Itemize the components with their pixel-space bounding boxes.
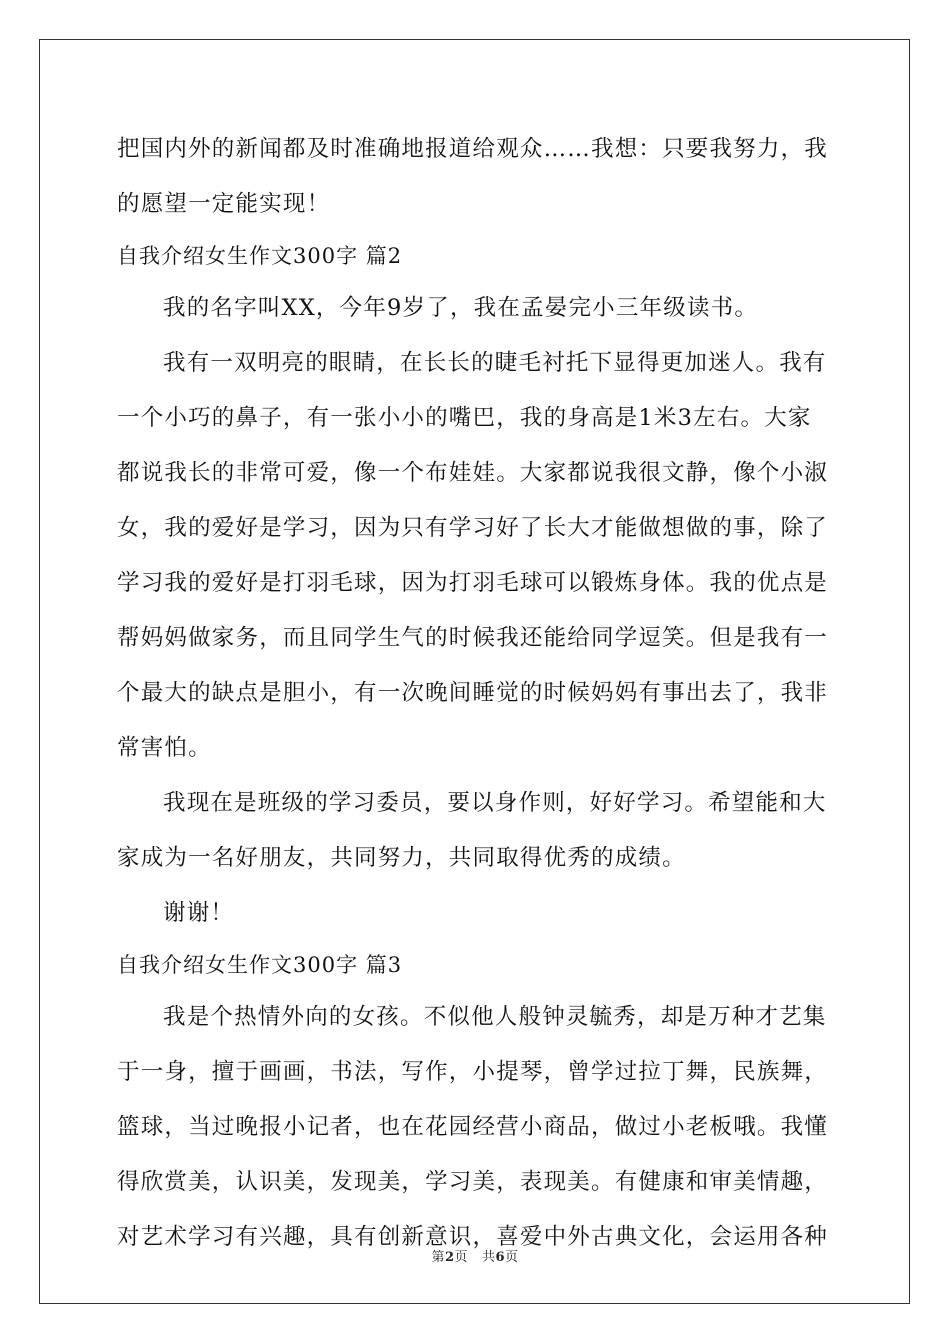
text-line: 常害怕。 <box>117 735 212 761</box>
text-line: 谢谢！ <box>163 900 235 926</box>
text-line: 我的名字叫XX，今年9岁了，我在孟晏完小三年级读书。 <box>163 295 759 321</box>
text-line: 一个小巧的鼻子，有一张小小的嘴巴，我的身高是1米3左右。大家 <box>117 405 812 431</box>
text-line: 我有一双明亮的眼睛，在长长的睫毛衬托下显得更加迷人。我有 <box>163 350 827 376</box>
section-heading: 自我介绍女生作文300字 篇3 <box>117 953 403 977</box>
footer-page-prefix: 第 <box>431 1250 445 1265</box>
footer-total-pages: 6 <box>495 1250 506 1265</box>
text-line: 于一身，擅于画画，书法，写作，小提琴，曾学过拉丁舞，民族舞， <box>117 1059 829 1085</box>
text-line: 得欣赏美，认识美，发现美，学习美，表现美。有健康和审美情趣， <box>117 1169 829 1195</box>
footer-total-suffix: 页 <box>505 1250 519 1265</box>
footer-page-number: 2 <box>444 1250 455 1265</box>
text-line: 帮妈妈做家务，而且同学生气的时候我还能给同学逗笑。但是我有一 <box>117 625 829 651</box>
section-heading: 自我介绍女生作文300字 篇2 <box>117 244 403 268</box>
text-line: 个最大的缺点是胆小，有一次晚间睡觉的时候妈妈有事出去了，我非 <box>117 680 829 706</box>
text-line: 女，我的爱好是学习，因为只有学习好了长大才能做想做的事，除了 <box>117 515 829 541</box>
document-body <box>117 122 833 1265</box>
text-line: 我现在是班级的学习委员，要以身作则，好好学习。希望能和大 <box>163 790 827 816</box>
text-line: 对艺术学习有兴趣，具有创新意识，喜爱中外古典文化，会运用各种 <box>117 1224 829 1250</box>
footer-page-suffix: 页 <box>454 1250 469 1265</box>
page-footer <box>0 1246 950 1265</box>
footer-total-prefix: 共 <box>481 1250 496 1265</box>
text-line: 的愿望一定能实现！ <box>117 191 331 217</box>
text-line: 我是个热情外向的女孩。不似他人般钟灵毓秀，却是万种才艺集 <box>163 1004 827 1030</box>
text-line: 家成为一名好朋友，共同努力，共同取得优秀的成绩。 <box>117 845 686 871</box>
text-line: 学习我的爱好是打羽毛球，因为打羽毛球可以锻炼身体。我的优点是 <box>117 570 829 596</box>
text-line: 把国内外的新闻都及时准确地报道给观众……我想：只要我努力，我 <box>117 136 829 162</box>
text-line: 篮球，当过晚报小记者，也在花园经营小商品，做过小老板哦。我懂 <box>117 1114 829 1140</box>
text-line: 都说我长的非常可爱，像一个布娃娃。大家都说我很文静，像个小淑 <box>117 460 829 486</box>
